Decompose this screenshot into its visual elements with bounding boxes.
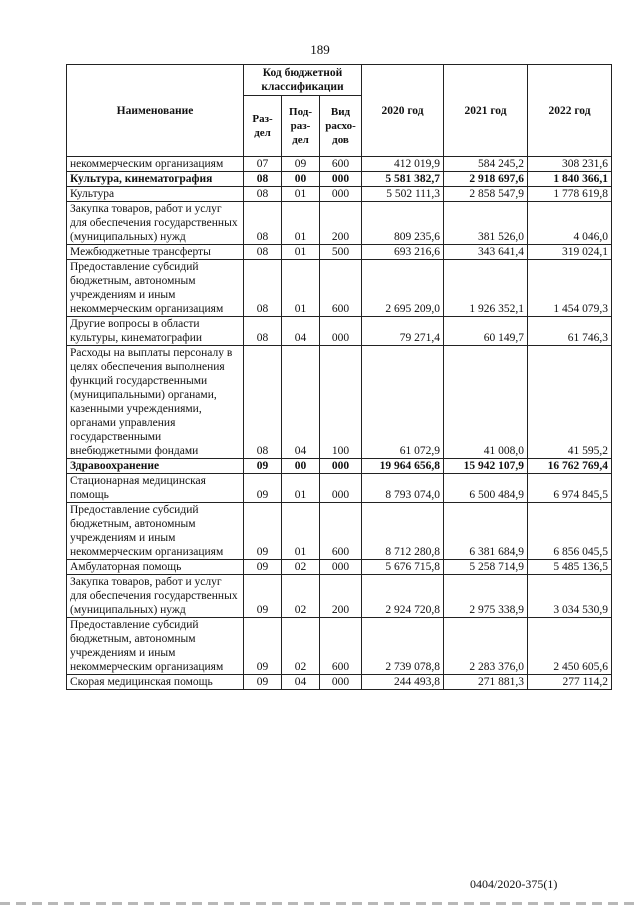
table-row [67, 172, 612, 187]
cell-2022: 5 485 136,5 [528, 560, 612, 575]
cell-expense-type: 600 [320, 618, 362, 675]
table-row [67, 560, 612, 575]
cell-subsection: 09 [282, 157, 320, 172]
cell-section: 09 [244, 675, 282, 690]
page-number: 189 [310, 42, 330, 57]
cell-subsection: 00 [282, 172, 320, 187]
cell-subsection: 00 [282, 459, 320, 474]
cell-section: 08 [244, 202, 282, 245]
cell-name: Предоставление субсидий бюджетным, автономным учреждениям и иным некоммерческим организациям [67, 503, 244, 560]
cell-2020: 5 676 715,8 [362, 560, 444, 575]
cell-2020: 5 581 382,7 [362, 172, 444, 187]
table-row [67, 346, 612, 459]
cell-2021: 60 149,7 [444, 317, 528, 346]
cell-expense-type: 000 [320, 187, 362, 202]
cell-2020: 2 695 209,0 [362, 260, 444, 317]
cell-name: Предоставление субсидий бюджетным, автономным учреждениям и иным некоммерческим организациям [67, 260, 244, 317]
cell-expense-type: 200 [320, 575, 362, 618]
cell-section: 08 [244, 187, 282, 202]
cell-2022: 1 778 619,8 [528, 187, 612, 202]
cell-2020: 244 493,8 [362, 675, 444, 690]
cell-name: Скорая медицинская помощь [67, 675, 244, 690]
cell-2022: 6 856 045,5 [528, 503, 612, 560]
cell-expense-type: 000 [320, 675, 362, 690]
cell-name: Культура [67, 187, 244, 202]
cell-subsection: 01 [282, 260, 320, 317]
header-2022: 2022 год [528, 65, 612, 157]
cell-2022: 6 974 845,5 [528, 474, 612, 503]
table-row [67, 245, 612, 260]
table-row [67, 202, 612, 245]
cell-subsection: 02 [282, 575, 320, 618]
cell-2021: 5 258 714,9 [444, 560, 528, 575]
table-body [67, 157, 612, 690]
cell-section: 08 [244, 245, 282, 260]
cell-subsection: 02 [282, 618, 320, 675]
table-row [67, 618, 612, 675]
cell-2020: 2 924 720,8 [362, 575, 444, 618]
cell-subsection: 01 [282, 187, 320, 202]
header-code-group: Код бюджетной классификации [244, 65, 362, 96]
header-section: Раз- дел [244, 96, 282, 157]
cell-2022: 16 762 769,4 [528, 459, 612, 474]
cell-name: Другие вопросы в области культуры, кинематографии [67, 317, 244, 346]
header-name: Наименование [67, 65, 244, 157]
cell-name: Амбулаторная помощь [67, 560, 244, 575]
cell-subsection: 02 [282, 560, 320, 575]
cell-subsection: 04 [282, 675, 320, 690]
cell-2021: 2 975 338,9 [444, 575, 528, 618]
table-row [67, 503, 612, 560]
cell-2021: 41 008,0 [444, 346, 528, 459]
cell-section: 07 [244, 157, 282, 172]
cell-2020: 2 739 078,8 [362, 618, 444, 675]
cell-2020: 809 235,6 [362, 202, 444, 245]
cell-name: Межбюджетные трансферты [67, 245, 244, 260]
table-row [67, 187, 612, 202]
cell-2021: 2 858 547,9 [444, 187, 528, 202]
cell-2021: 2 918 697,6 [444, 172, 528, 187]
cell-section: 09 [244, 560, 282, 575]
table-row [67, 575, 612, 618]
cell-2020: 19 964 656,8 [362, 459, 444, 474]
cell-expense-type: 500 [320, 245, 362, 260]
cell-expense-type: 600 [320, 260, 362, 317]
cell-2021: 6 381 684,9 [444, 503, 528, 560]
table-row [67, 317, 612, 346]
cell-2022: 1 454 079,3 [528, 260, 612, 317]
cell-section: 09 [244, 459, 282, 474]
cell-expense-type: 000 [320, 474, 362, 503]
cell-section: 08 [244, 317, 282, 346]
cell-2022: 41 595,2 [528, 346, 612, 459]
cell-name: Культура, кинематография [67, 172, 244, 187]
table-row [67, 260, 612, 317]
document-code: 0404/2020-375(1) [470, 877, 558, 891]
cell-section: 08 [244, 172, 282, 187]
cell-expense-type: 000 [320, 317, 362, 346]
cell-2022: 1 840 366,1 [528, 172, 612, 187]
cell-2021: 1 926 352,1 [444, 260, 528, 317]
table-row [67, 474, 612, 503]
cell-2020: 693 216,6 [362, 245, 444, 260]
cell-2020: 79 271,4 [362, 317, 444, 346]
cell-2021: 2 283 376,0 [444, 618, 528, 675]
cell-2021: 15 942 107,9 [444, 459, 528, 474]
cell-2021: 6 500 484,9 [444, 474, 528, 503]
cell-expense-type: 600 [320, 503, 362, 560]
table-header [67, 65, 612, 157]
cell-2021: 271 881,3 [444, 675, 528, 690]
cell-subsection: 01 [282, 202, 320, 245]
cell-subsection: 04 [282, 317, 320, 346]
cell-expense-type: 600 [320, 157, 362, 172]
cell-expense-type: 000 [320, 172, 362, 187]
header-2020: 2020 год [362, 65, 444, 157]
cell-subsection: 01 [282, 245, 320, 260]
header-expense-type: Вид расхо- дов [320, 96, 362, 157]
cell-section: 09 [244, 618, 282, 675]
cell-subsection: 01 [282, 503, 320, 560]
cell-section: 08 [244, 260, 282, 317]
cell-name: Предоставление субсидий бюджетным, автономным учреждениям и иным некоммерческим организациям [67, 618, 244, 675]
cell-2022: 319 024,1 [528, 245, 612, 260]
cell-section: 09 [244, 503, 282, 560]
cell-2022: 308 231,6 [528, 157, 612, 172]
cell-name: некоммерческим организациям [67, 157, 244, 172]
cell-2022: 4 046,0 [528, 202, 612, 245]
cell-2021: 381 526,0 [444, 202, 528, 245]
cell-name: Закупка товаров, работ и услуг для обеспечения государственных (муниципальных) нужд [67, 202, 244, 245]
table-row [67, 675, 612, 690]
cell-subsection: 01 [282, 474, 320, 503]
header-2021: 2021 год [444, 65, 528, 157]
cell-name: Стационарная медицинская помощь [67, 474, 244, 503]
cell-expense-type: 100 [320, 346, 362, 459]
budget-table [66, 64, 612, 690]
cell-2022: 277 114,2 [528, 675, 612, 690]
cell-2022: 2 450 605,6 [528, 618, 612, 675]
table-row [67, 157, 612, 172]
cell-section: 09 [244, 575, 282, 618]
cell-section: 09 [244, 474, 282, 503]
cell-section: 08 [244, 346, 282, 459]
cell-2022: 3 034 530,9 [528, 575, 612, 618]
cell-name: Закупка товаров, работ и услуг для обеспечения государственных (муниципальных) нужд [67, 575, 244, 618]
cell-2021: 343 641,4 [444, 245, 528, 260]
cell-2020: 5 502 111,3 [362, 187, 444, 202]
cell-2021: 584 245,2 [444, 157, 528, 172]
cell-name: Расходы на выплаты персоналу в целях обеспечения выполнения функций государственными (муниципальными) органами, казенными учреждениями, органами управления государственными внебюджетными фондами [67, 346, 244, 459]
table-row [67, 459, 612, 474]
cell-expense-type: 000 [320, 560, 362, 575]
cell-2022: 61 746,3 [528, 317, 612, 346]
cell-expense-type: 000 [320, 459, 362, 474]
cell-2020: 412 019,9 [362, 157, 444, 172]
cell-2020: 61 072,9 [362, 346, 444, 459]
header-subsection: Под- раз- дел [282, 96, 320, 157]
cell-subsection: 04 [282, 346, 320, 459]
cell-2020: 8 712 280,8 [362, 503, 444, 560]
cell-expense-type: 200 [320, 202, 362, 245]
cell-name: Здравоохранение [67, 459, 244, 474]
cell-2020: 8 793 074,0 [362, 474, 444, 503]
